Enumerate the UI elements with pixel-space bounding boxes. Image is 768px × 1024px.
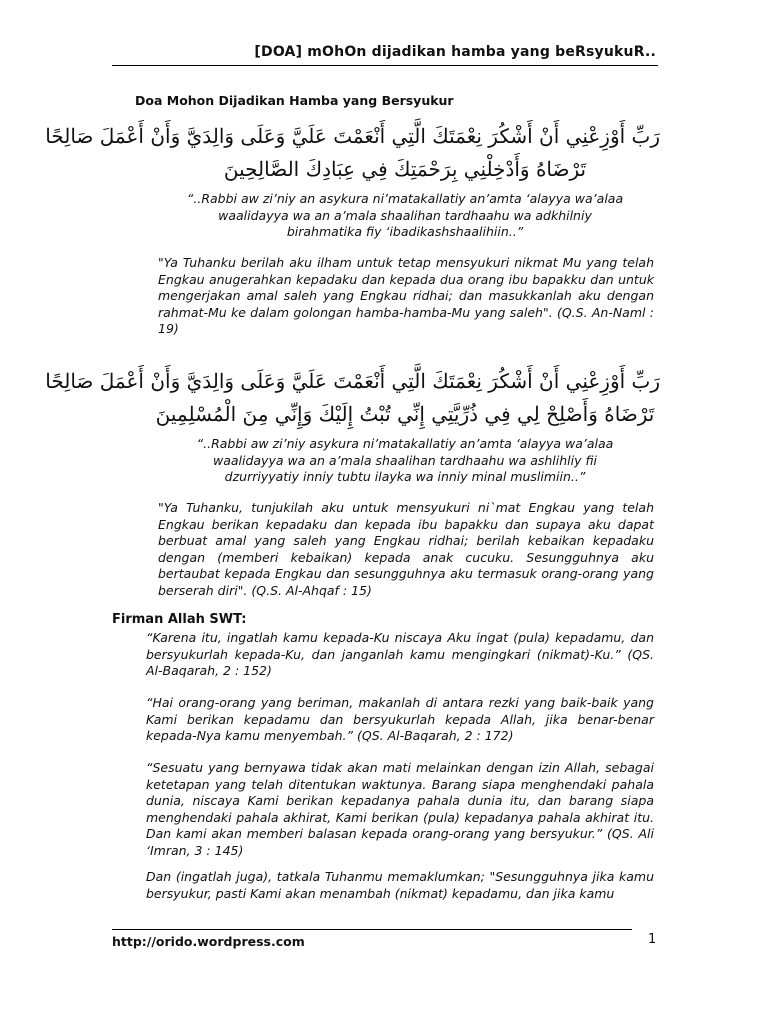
prayer-2-transliteration xyxy=(140,436,670,486)
verse-ali-imran-145: “Sesuatu yang bernyawa tidak akan mati melainkan dengan izin Allah, sebagai ketetapan yang telah ditentukan waktunya. Barang siapa menghendaki pahala dunia, niscaya Kami berikan kepadanya pahala dunia itu, dan barang siapa menghendaki pahala akhirat, Kami berikan (pula) kepadanya pahala akhirat itu. Dan kami akan memberi balasan kepada orang-orang yang bersyukur.” (QS. Ali ‘Imran, 3 : 145) xyxy=(146,760,654,858)
prayer-1-transliteration xyxy=(140,191,670,241)
prayer-1-arabic-line-1: رَبِّ أَوْزِعْنِي أَنْ أَشْكُرَ نِعْمَتَكَ الَّتِي أَنْعَمْتَ عَلَيَّ وَعَلَى وَالِدَيَّ وَأَنْ أَعْمَلَ صَالِحًا xyxy=(45,124,660,148)
prayer-1-translit-line-1: “..Rabbi aw zi’niy an asykura ni’matakallatiy an’amta ‘alayya wa’alaa xyxy=(186,191,624,206)
prayer-2-translit-line-2: waalidayya wa an a’mala shaalihan tardhaahu wa ashlihliy fii xyxy=(212,452,598,468)
prayer-2-translit-line-3: dzurriyyatiy inniy tubtu ilayka wa inniy minal muslimiin..” xyxy=(224,469,586,484)
prayer-1-translation: "Ya Tuhanku berilah aku ilham untuk tetap mensyukuri nikmat Mu yang telah Engkau anugerahkan kepadaku dan kepada dua orang ibu bapakku dan untuk mengerjakan amal saleh yang Engkau ridhai; dan masukkanlah aku dengan rahmat-Mu ke dalam golongan hamba-hamba-Mu yang saleh". (Q.S. An-Naml : 19) xyxy=(158,255,654,336)
header-title: [DOA] mOhOn dijadikan hamba yang beRsyukuR.. xyxy=(254,44,656,60)
document-title: Doa Mohon Dijadikan Hamba yang Bersyukur xyxy=(135,93,454,108)
prayer-2-translit-line-1: “..Rabbi aw zi’niy asykura ni’matakallatiy an’amta ‘alayya wa’alaa xyxy=(196,436,614,451)
verse-al-baqarah-152: “Karena itu, ingatlah kamu kepada-Ku niscaya Aku ingat (pula) kepadamu, dan bersyukurlah kepada-Ku, dan janganlah kamu mengingkari (nikmat)-Ku.” (QS. Al-Baqarah, 2 : 152) xyxy=(146,630,654,678)
prayer-1-translit-line-3: birahmatika fiy ‘ibadikashshaalihiin..” xyxy=(286,224,524,239)
footer-divider xyxy=(112,929,632,930)
firman-heading: Firman Allah SWT: xyxy=(112,612,247,627)
prayer-1-arabic xyxy=(45,120,660,186)
verse-al-baqarah-172: “Hai orang-orang yang beriman, makanlah di antara rezki yang baik-baik yang Kami berikan kepadamu dan bersyukurlah kepada Allah, jika benar-benar kepada-Nya kamu menyembah.” (QS. Al-Baqarah, 2 : 172) xyxy=(146,695,654,743)
prayer-2-arabic-line-1: رَبِّ أَوْزِعْنِي أَنْ أَشْكُرَ نِعْمَتَكَ الَّتِي أَنْعَمْتَ عَلَيَّ وَعَلَى وَالِدَيَّ وَأَنْ أَعْمَلَ صَالِحًا xyxy=(45,369,660,393)
prayer-1-arabic-line-2: تَرْضَاهُ وَأَدْخِلْنِي بِرَحْمَتِكَ فِي عِبَادِكَ الصَّالِحِينَ xyxy=(223,157,587,181)
header-divider xyxy=(112,65,658,66)
page-number: 1 xyxy=(648,932,657,947)
prayer-1-translit-line-2: waalidayya wa an a’mala shaalihan tardhaahu wa adkhilniy xyxy=(218,207,592,223)
prayer-2-translation: "Ya Tuhanku, tunjukilah aku untuk mensyukuri ni`mat Engkau yang telah Engkau berikan kepadaku dan kepada ibu bapakku dan supaya aku dapat berbuat amal yang saleh yang Engkau ridhai; berilah kebaikan kepadaku dengan (memberi kebaikan) kepada anak cucuku. Sesungguhnya aku bertaubat kepada Engkau dan sesungguhnya aku termasuk orang-orang yang berserah diri". (Q.S. Al-Ahqaf : 15) xyxy=(158,500,654,598)
prayer-2-arabic xyxy=(45,365,660,431)
footer-url: http://orido.wordpress.com xyxy=(112,934,305,949)
prayer-2-arabic-line-2: تَرْضَاهُ وَأَصْلِحْ لِي فِي ذُرِّيَّتِي إِنِّي تُبْتُ إِلَيْكَ وَإِنِّي مِنَ الْمُسْلِمِينَ xyxy=(155,402,655,426)
verse-ibrahim-7-partial: Dan (ingatlah juga), tatkala Tuhanmu memaklumkan; "Sesungguhnya jika kamu bersyukur, pasti Kami akan menambah (nikmat) kepadamu, dan jika kamu xyxy=(146,869,654,901)
